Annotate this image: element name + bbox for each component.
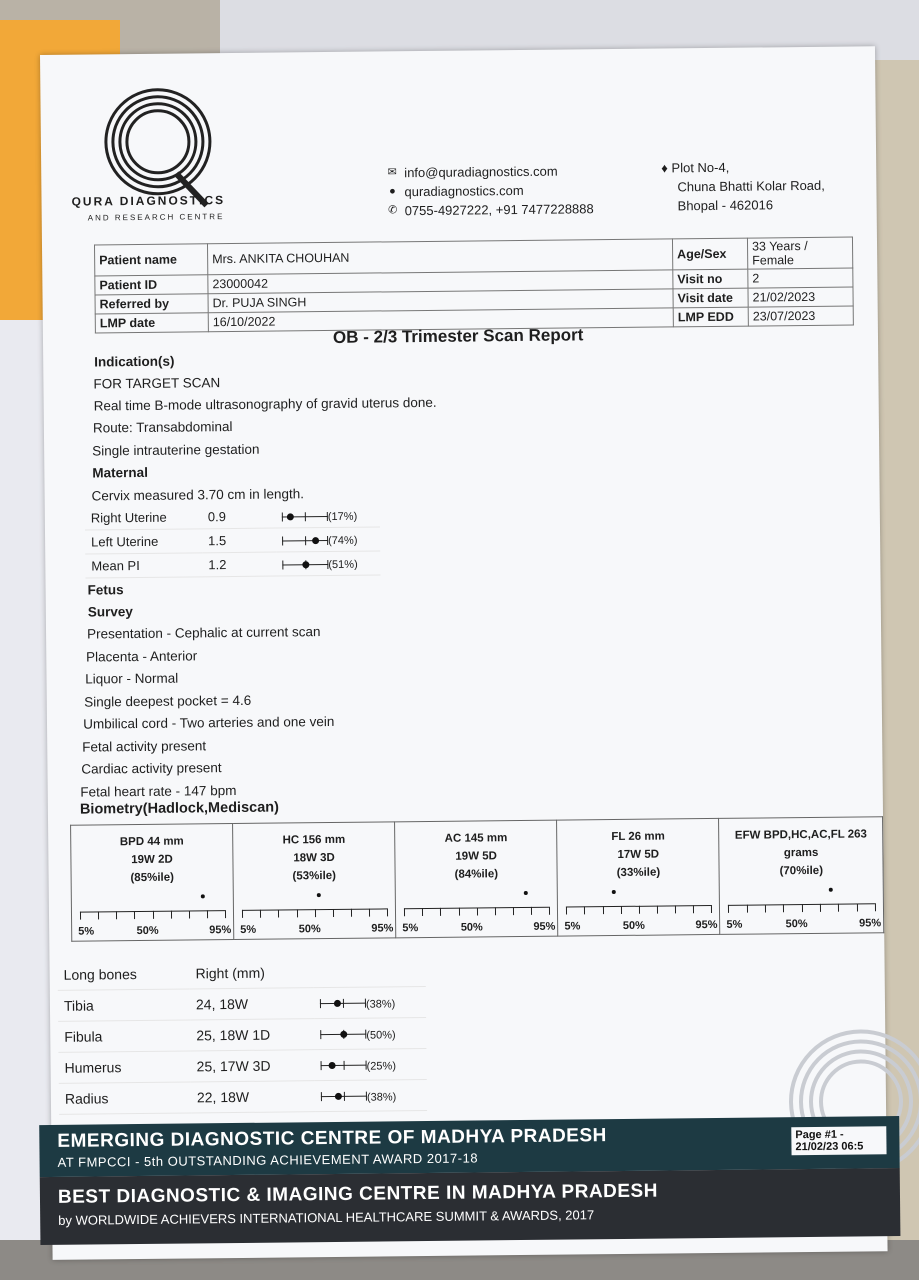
brand-name: QURA DIAGNOSTICS <box>71 193 226 209</box>
indication-line: FOR TARGET SCAN <box>93 375 221 392</box>
percentile-marker <box>201 894 205 898</box>
award-banner-2 <box>40 1168 901 1245</box>
biometry-measure: BPD 44 mm <box>119 835 184 849</box>
scale-label: 95% <box>859 917 882 930</box>
page-number: Page #1 - 21/02/23 06:5 <box>791 1126 886 1155</box>
uterine-percentile: (51%) <box>328 558 358 572</box>
bone-row <box>59 1080 427 1115</box>
percentile-scale <box>404 905 549 919</box>
uterine-value: 1.5 <box>202 528 276 553</box>
uterine-gauge <box>282 512 328 522</box>
visit-no-value: 2 <box>748 268 853 288</box>
biometry-cell <box>233 822 396 940</box>
uterine-gauge <box>282 536 328 546</box>
maternal-heading: Maternal <box>92 464 148 481</box>
indication-heading: Indication(s) <box>94 353 175 370</box>
percentile-marker <box>286 513 293 520</box>
percentile-marker <box>335 1093 342 1100</box>
uterine-percentile: (74%) <box>328 534 358 548</box>
referred-by-label: Referred by <box>95 294 208 314</box>
uterine-percentile: (17%) <box>327 510 358 524</box>
fetus-heading: Fetus <box>87 582 124 598</box>
bone-gauge <box>321 1092 367 1102</box>
percentile-scale <box>80 908 225 922</box>
scale-label: 50% <box>460 921 483 934</box>
scale-label: 5% <box>726 918 743 931</box>
address-line3: Bhopal - 462016 <box>677 197 774 214</box>
uterine-row <box>85 503 380 530</box>
fetus-survey-line: Cardiac activity present <box>81 760 222 777</box>
scale-label: 95% <box>533 920 556 933</box>
bone-row <box>58 1018 426 1053</box>
uterine-row <box>85 551 380 578</box>
bone-percentile: (38%) <box>366 1091 397 1104</box>
lmp-date-value: 16/10/2022 <box>208 308 673 332</box>
email-icon: ✉ <box>387 166 397 179</box>
banner1-title: EMERGING DIAGNOSTIC CENTRE OF MADHYA PRADESH <box>57 1125 607 1152</box>
fetus-survey-line: Single deepest pocket = 4.6 <box>84 692 252 710</box>
scale-label: 95% <box>209 924 232 937</box>
biometry-heading: Biometry(Hadlock,Mediscan) <box>79 799 280 818</box>
bone-name: Humerus <box>58 1051 190 1083</box>
biometry-measure: AC 145 mm <box>444 832 508 845</box>
percentile-marker <box>524 891 528 895</box>
uterine-table <box>85 503 381 578</box>
banner2-subtitle: by WORLDWIDE ACHIEVERS INTERNATIONAL HEALTHCARE SUMMIT & AWARDS, 2017 <box>58 1207 595 1228</box>
fetus-survey-line: Placenta - Anterior <box>86 647 198 665</box>
bones-col-header: Right (mm) <box>189 957 313 989</box>
indication-line: Real time B-mode ultrasonography of gravid uterus done. <box>93 394 437 414</box>
phone-text: 0755-4927222, +91 7477228888 <box>404 201 594 219</box>
contact-block <box>386 161 594 220</box>
award-banner-1 <box>39 1116 899 1177</box>
fetus-survey-line: Liquor - Normal <box>85 670 179 687</box>
visit-no-label: Visit no <box>673 269 748 289</box>
banner2-title: BEST DIAGNOSTIC & IMAGING CENTRE IN MADHYA PRADESH <box>57 1180 659 1208</box>
percentile-marker <box>312 537 319 544</box>
biometry-cell <box>71 824 234 942</box>
brand-subtitle: AND RESEARCH CENTRE <box>87 212 225 223</box>
scale-label: 95% <box>695 918 718 932</box>
biometry-measure: EFW BPD,HC,AC,FL 263 <box>734 828 867 842</box>
report-sheet <box>40 46 888 1260</box>
address-line1: Plot No-4, <box>671 159 730 176</box>
percentile-marker <box>317 893 321 897</box>
scale-label: 5% <box>78 925 95 938</box>
banner1-subtitle: AT FMPCCI - 5th OUTSTANDING ACHIEVEMENT AWARD 2017-18 <box>57 1150 479 1170</box>
fetus-survey-line: Fetal activity present <box>82 737 207 755</box>
biometry-percentile: (70%ile) <box>779 864 824 878</box>
biometry-cell <box>395 820 558 938</box>
bone-percentile: (50%) <box>366 1029 396 1042</box>
bone-value: 25, 17W 3D <box>190 1050 314 1082</box>
patient-info-table <box>94 236 854 333</box>
uterine-gauge <box>282 560 328 570</box>
biometry-percentile: (85%ile) <box>130 871 174 885</box>
percentile-scale <box>242 906 387 920</box>
biometry-measure: HC 156 mm <box>282 833 346 847</box>
report-title: OB - 2/3 Trimester Scan Report <box>332 325 584 347</box>
biometry-cell <box>719 817 884 935</box>
lmp-date-label: LMP date <box>95 313 208 333</box>
percentile-marker <box>302 561 309 568</box>
biometry-age: grams <box>783 846 819 860</box>
cervix-text: Cervix measured 3.70 cm in length. <box>91 486 305 504</box>
bone-value: 22, 18W <box>191 1081 315 1113</box>
percentile-marker <box>340 1031 347 1038</box>
scale-label: 50% <box>298 923 321 936</box>
bone-row <box>58 1049 426 1084</box>
referred-by-value: Dr. PUJA SINGH <box>208 289 673 313</box>
patient-name-value: Mrs. ANKITA CHOUHAN <box>207 239 672 275</box>
bone-percentile: (25%) <box>366 1060 397 1073</box>
bone-gauge <box>321 1061 367 1071</box>
bone-name: Tibia <box>58 989 190 1021</box>
website-link[interactable]: quradiagnostics.com <box>404 182 524 200</box>
lmp-edd-value: 23/07/2023 <box>748 306 853 326</box>
bone-name: Fibula <box>58 1020 190 1052</box>
bone-gauge <box>320 999 366 1009</box>
bone-value: 24, 18W <box>190 988 314 1020</box>
uterine-value: 0.9 <box>202 505 276 529</box>
globe-icon: ● <box>389 185 396 198</box>
biometry-percentile: (84%ile) <box>454 868 499 881</box>
bone-value: 25, 18W 1D <box>190 1019 314 1051</box>
scale-label: 5% <box>240 923 257 936</box>
uterine-label: Right Uterine <box>85 505 202 530</box>
patient-name-label: Patient name <box>94 244 207 276</box>
patient-id-label: Patient ID <box>95 275 208 295</box>
uterine-row <box>85 527 380 554</box>
fetus-survey-line: Presentation - Cephalic at current scan <box>86 624 321 642</box>
biometry-age: 18W 3D <box>293 851 335 865</box>
visit-date-label: Visit date <box>673 288 748 308</box>
biometry-age: 19W 5D <box>455 850 497 863</box>
biometry-age: 17W 5D <box>617 848 660 861</box>
percentile-marker <box>612 890 616 894</box>
scale-label: 5% <box>564 920 581 933</box>
uterine-label: Mean PI <box>85 553 202 578</box>
long-bones-table <box>57 956 427 1115</box>
biometry-percentile: (53%ile) <box>292 869 337 883</box>
scale-label: 50% <box>622 919 645 932</box>
scale-label: 50% <box>136 924 159 938</box>
phone-icon: ✆ <box>387 204 398 217</box>
percentile-marker <box>829 888 833 892</box>
percentile-marker <box>334 1000 341 1007</box>
fetus-survey-line: Umbilical cord - Two arteries and one vein <box>83 713 335 732</box>
location-pin-icon: ♦ <box>661 160 668 176</box>
percentile-marker <box>329 1062 336 1069</box>
survey-heading: Survey <box>87 604 133 620</box>
bone-row <box>58 987 426 1022</box>
age-sex-label: Age/Sex <box>672 238 747 270</box>
address-line2: Chuna Bhatti Kolar Road, <box>677 177 825 195</box>
scale-label: 5% <box>402 922 419 935</box>
biometry-age: 19W 2D <box>131 853 173 867</box>
biometry-table <box>70 816 884 942</box>
percentile-scale <box>728 901 875 915</box>
bone-gauge <box>320 1030 366 1040</box>
biometry-percentile: (33%ile) <box>616 866 661 880</box>
uterine-value: 1.2 <box>202 552 276 577</box>
scale-label: 95% <box>371 922 394 935</box>
biometry-measure: FL 26 mm <box>611 830 665 844</box>
address-block <box>661 157 825 216</box>
indication-line: Route: Transabdominal <box>92 419 233 436</box>
email-link[interactable]: info@quradiagnostics.com <box>404 163 558 181</box>
age-sex-value: 33 Years / Female <box>747 237 852 269</box>
fetus-survey-line: Fetal heart rate - 147 bpm <box>80 782 237 800</box>
bone-name: Radius <box>59 1082 191 1114</box>
report-body <box>79 347 849 818</box>
uterine-label: Left Uterine <box>85 529 202 554</box>
indication-line: Single intrauterine gestation <box>92 441 260 459</box>
scale-label: 50% <box>785 918 808 931</box>
patient-id-value: 23000042 <box>208 270 673 294</box>
bone-percentile: (38%) <box>365 998 396 1011</box>
bones-col-header: Long bones <box>57 958 189 990</box>
biometry-cell <box>557 818 720 936</box>
visit-date-value: 21/02/2023 <box>748 287 853 307</box>
percentile-scale <box>566 903 711 917</box>
lmp-edd-label: LMP EDD <box>673 307 748 327</box>
